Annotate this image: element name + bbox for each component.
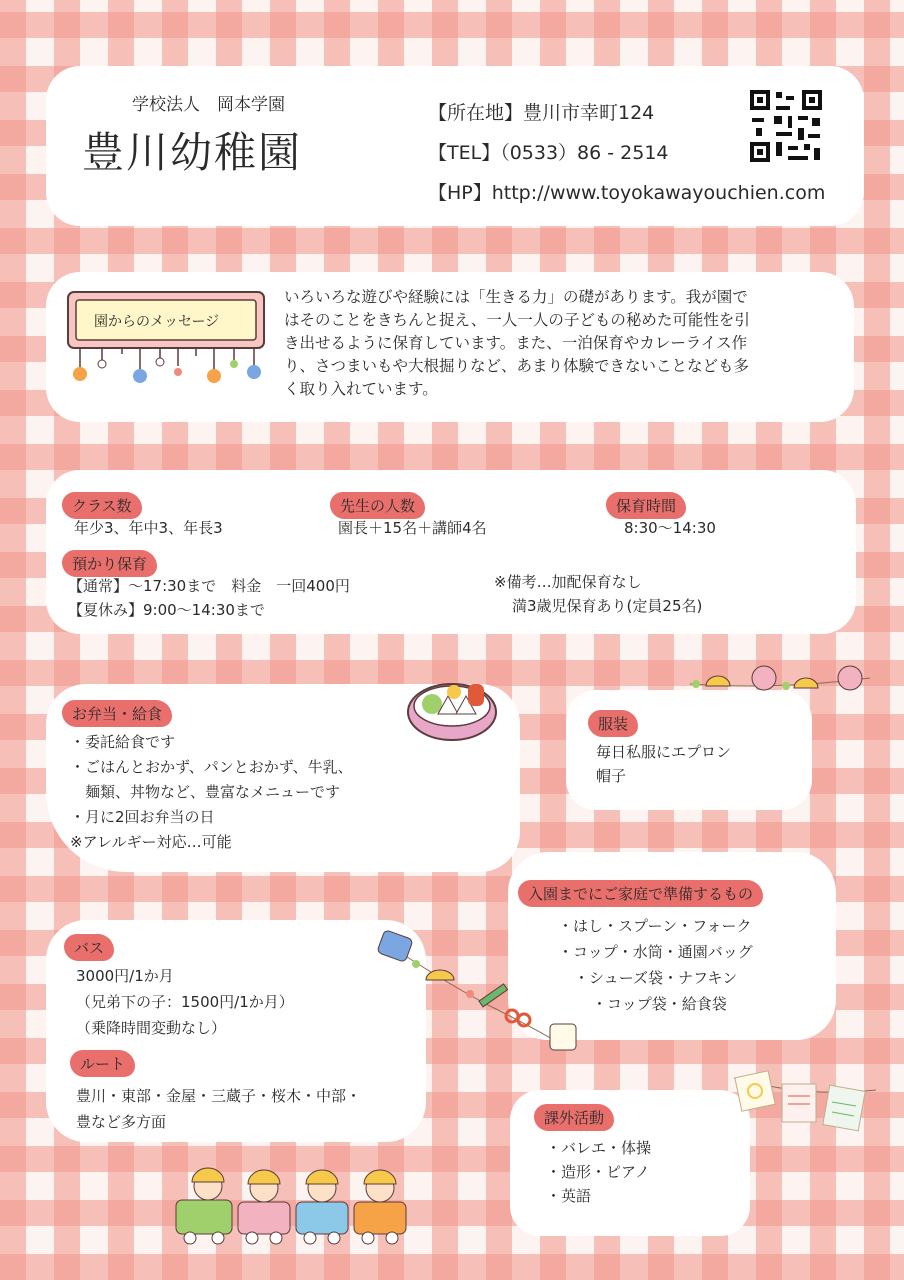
extended-care-normal: 【通常】〜17:30まで 料金 一回400円 — [68, 577, 350, 595]
lunch-line: ※アレルギー対応…可能 — [70, 833, 232, 851]
address: 【所在地】豊川市幸町124 — [428, 102, 655, 124]
prepare-line: ・はし・スプーン・フォーク — [558, 917, 752, 935]
message-banner-decoration — [66, 290, 266, 390]
kids-train-illustration — [172, 1152, 412, 1248]
note-line: 満3歳児保育あり(定員25名) — [512, 597, 703, 615]
bus-line: （兄弟下の子：1500円/1か月） — [76, 993, 294, 1011]
lunch-line: 麺類、丼物など、豊富なメニューです — [70, 783, 341, 801]
school-name: 豊川幼稚園 — [82, 128, 303, 177]
message-line: いろいろな遊びや経験には「生きる力」の礎があります。我が園で — [284, 288, 748, 306]
route-line: 豊など多方面 — [76, 1113, 167, 1131]
route-tag: ルート — [70, 1050, 135, 1077]
hours-tag: 保育時間 — [606, 492, 686, 519]
route-line: 豊川・東部・金屋・三蔵子・桜木・中部・ — [76, 1087, 362, 1105]
lunch-tag: お弁当・給食 — [62, 700, 172, 727]
homepage-link[interactable]: 【HP】http://www.toyokawayouchien.com — [428, 182, 826, 204]
info-card — [46, 470, 856, 634]
school-corporation: 学校法人 岡本学園 — [132, 95, 285, 115]
clothes-line: 毎日私服にエプロン — [596, 743, 732, 761]
class-count-tag: クラス数 — [62, 492, 142, 519]
message-line: く取り入れています。 — [284, 380, 438, 398]
qr-code-icon — [748, 88, 824, 164]
note-line: ※備考…加配保育なし — [494, 573, 642, 591]
extra-line: ・英語 — [546, 1187, 592, 1205]
extra-activities-tag: 課外活動 — [534, 1104, 614, 1131]
message-banner-label: 園からのメッセージ — [94, 314, 220, 330]
extra-line: ・バレエ・体操 — [546, 1139, 652, 1157]
bus-card — [46, 920, 426, 1142]
message-line: はそのことをきちんと捉え、一人一人の子どもの秘めた可能性を引 — [284, 311, 750, 329]
clothes-line: 帽子 — [596, 767, 627, 785]
extra-line: ・造形・ピアノ — [546, 1163, 650, 1181]
header-card — [46, 66, 864, 226]
hat-garland-decoration — [690, 664, 870, 696]
prepare-tag: 入園までにご家庭で準備するもの — [518, 880, 763, 907]
lunch-line: ・月に2回お弁当の日 — [70, 808, 215, 826]
lunch-list — [70, 730, 353, 855]
teacher-count-value: 園長＋15名＋講師4名 — [338, 519, 487, 537]
bento-box-icon — [404, 672, 500, 744]
lunch-line: ・委託給食です — [70, 733, 176, 751]
message-line: き出せるように保育しています。また、一泊保育やカレーライス作 — [284, 334, 748, 352]
extra-activities-card — [510, 1090, 750, 1236]
clothes-card — [566, 690, 812, 810]
extended-care-summer: 【夏休み】9:00〜14:30まで — [68, 601, 265, 619]
phone: 【TEL】（0533）86 - 2514 — [428, 142, 669, 164]
bus-line: （乗降時間変動なし） — [76, 1019, 227, 1037]
message-body — [284, 286, 750, 401]
school-supplies-decoration — [374, 928, 584, 1058]
prepare-line: ・シューズ袋・ナフキン — [574, 969, 738, 987]
art-cards-decoration — [730, 1064, 880, 1148]
prepare-line: ・コップ袋・給食袋 — [592, 995, 727, 1013]
clothes-tag: 服装 — [588, 710, 638, 737]
message-card — [46, 272, 854, 422]
lunch-line: ・ごはんとおかず、パンとおかず、牛乳、 — [70, 758, 353, 776]
extended-care-tag: 預かり保育 — [62, 550, 157, 577]
prepare-line: ・コップ・水筒・通園バッグ — [558, 943, 753, 961]
class-count-value: 年少3、年中3、年長3 — [74, 519, 223, 537]
hours-value: 8:30〜14:30 — [624, 519, 716, 537]
teacher-count-tag: 先生の人数 — [330, 492, 425, 519]
message-line: り、さつまいもや大根掘りなど、あまり体験できないことなども多 — [284, 357, 750, 375]
bus-tag: バス — [64, 934, 114, 961]
bus-line: 3000円/1か月 — [76, 967, 174, 985]
